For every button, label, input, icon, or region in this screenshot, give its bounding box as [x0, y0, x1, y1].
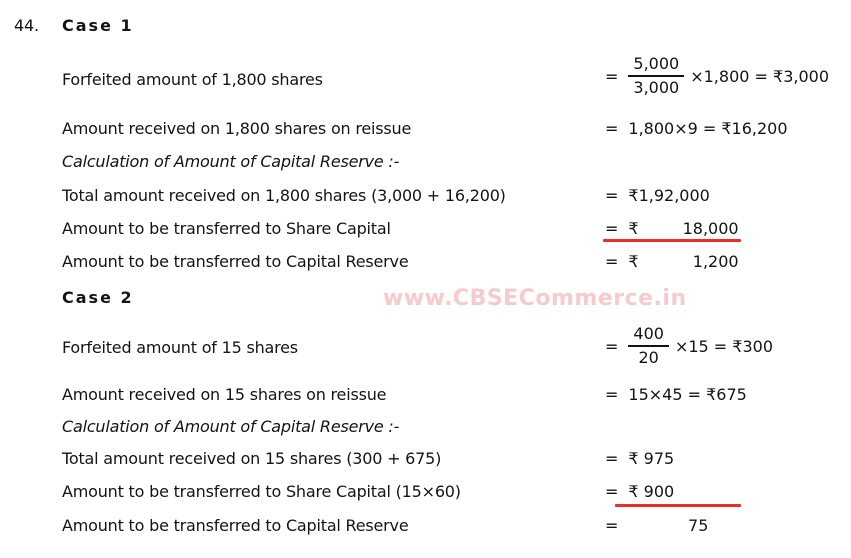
- fraction-numerator: 400: [628, 325, 669, 347]
- case2-forfeited-value: [605, 325, 773, 368]
- case1-capital-reserve-label: Amount to be transferred to Capital Reserve: [62, 252, 409, 271]
- equation-value: ₹ 900: [628, 482, 675, 501]
- equals-sign: =: [605, 186, 619, 205]
- fraction: [628, 55, 684, 98]
- fraction: [628, 325, 669, 368]
- case2-received-label: Amount received on 15 shares on reissue: [62, 385, 387, 404]
- rupee-symbol: ₹: [628, 219, 639, 238]
- case2-calc-heading: Calculation of Amount of Capital Reserve :-: [62, 417, 400, 436]
- case2-capital-reserve-label: Amount to be transferred to Capital Reserve: [62, 516, 409, 535]
- equation-value: ₹1,92,000: [628, 186, 710, 205]
- equals-sign: =: [605, 336, 619, 356]
- case1-calc-heading: Calculation of Amount of Capital Reserve :-: [62, 152, 400, 171]
- case1-forfeited-label: Forfeited amount of 1,800 shares: [62, 70, 323, 89]
- underline-share-capital-case1: [603, 239, 741, 242]
- equation-value: 15×45 = ₹675: [628, 385, 747, 404]
- equals-sign: =: [605, 252, 619, 271]
- equals-sign: =: [605, 482, 619, 501]
- case1-total-label: Total amount received on 1,800 shares (3,000 + 16,200): [62, 186, 506, 205]
- amount-value: 18,000: [682, 219, 739, 238]
- case2-title: Case 2: [62, 288, 134, 307]
- case2-received-value: [605, 385, 747, 404]
- watermark: www.CBSECommerce.in: [383, 286, 687, 311]
- case1-capital-reserve-value: [605, 252, 739, 271]
- case1-received-label: Amount received on 1,800 shares on reissue: [62, 119, 412, 138]
- case2-share-capital-label: Amount to be transferred to Share Capital (15×60): [62, 482, 461, 501]
- case1-received-value: [605, 119, 788, 138]
- underline-share-capital-case2: [615, 504, 741, 507]
- equals-sign: =: [605, 516, 619, 535]
- case1-forfeited-value: [605, 55, 829, 98]
- rupee-symbol: ₹: [628, 252, 639, 271]
- equals-sign: =: [605, 219, 619, 238]
- amount-value: 1,200: [692, 252, 739, 271]
- equation-tail: ×1,800 = ₹3,000: [690, 66, 829, 86]
- equals-sign: =: [605, 66, 619, 86]
- fraction-denominator: 3,000: [633, 78, 680, 98]
- amount-value: 75: [688, 516, 709, 535]
- case1-share-capital-label: Amount to be transferred to Share Capital: [62, 219, 391, 238]
- question-number: 44.: [14, 16, 39, 35]
- fraction-numerator: 5,000: [628, 55, 684, 77]
- case2-total-label: Total amount received on 15 shares (300 + 675): [62, 449, 442, 468]
- case2-total-value: [605, 449, 674, 468]
- case1-total-value: [605, 186, 710, 205]
- case1-title: Case 1: [62, 16, 134, 35]
- case2-forfeited-label: Forfeited amount of 15 shares: [62, 338, 298, 357]
- equation-tail: ×15 = ₹300: [674, 336, 774, 356]
- equation-value: ₹ 975: [628, 449, 675, 468]
- case2-share-capital-value: [605, 482, 674, 501]
- case1-share-capital-value: [605, 219, 739, 238]
- equals-sign: =: [605, 119, 619, 138]
- equals-sign: =: [605, 449, 619, 468]
- equation-value: 1,800×9 = ₹16,200: [628, 119, 788, 138]
- case2-capital-reserve-value: [605, 516, 708, 535]
- fraction-denominator: 20: [638, 348, 659, 368]
- equals-sign: =: [605, 385, 619, 404]
